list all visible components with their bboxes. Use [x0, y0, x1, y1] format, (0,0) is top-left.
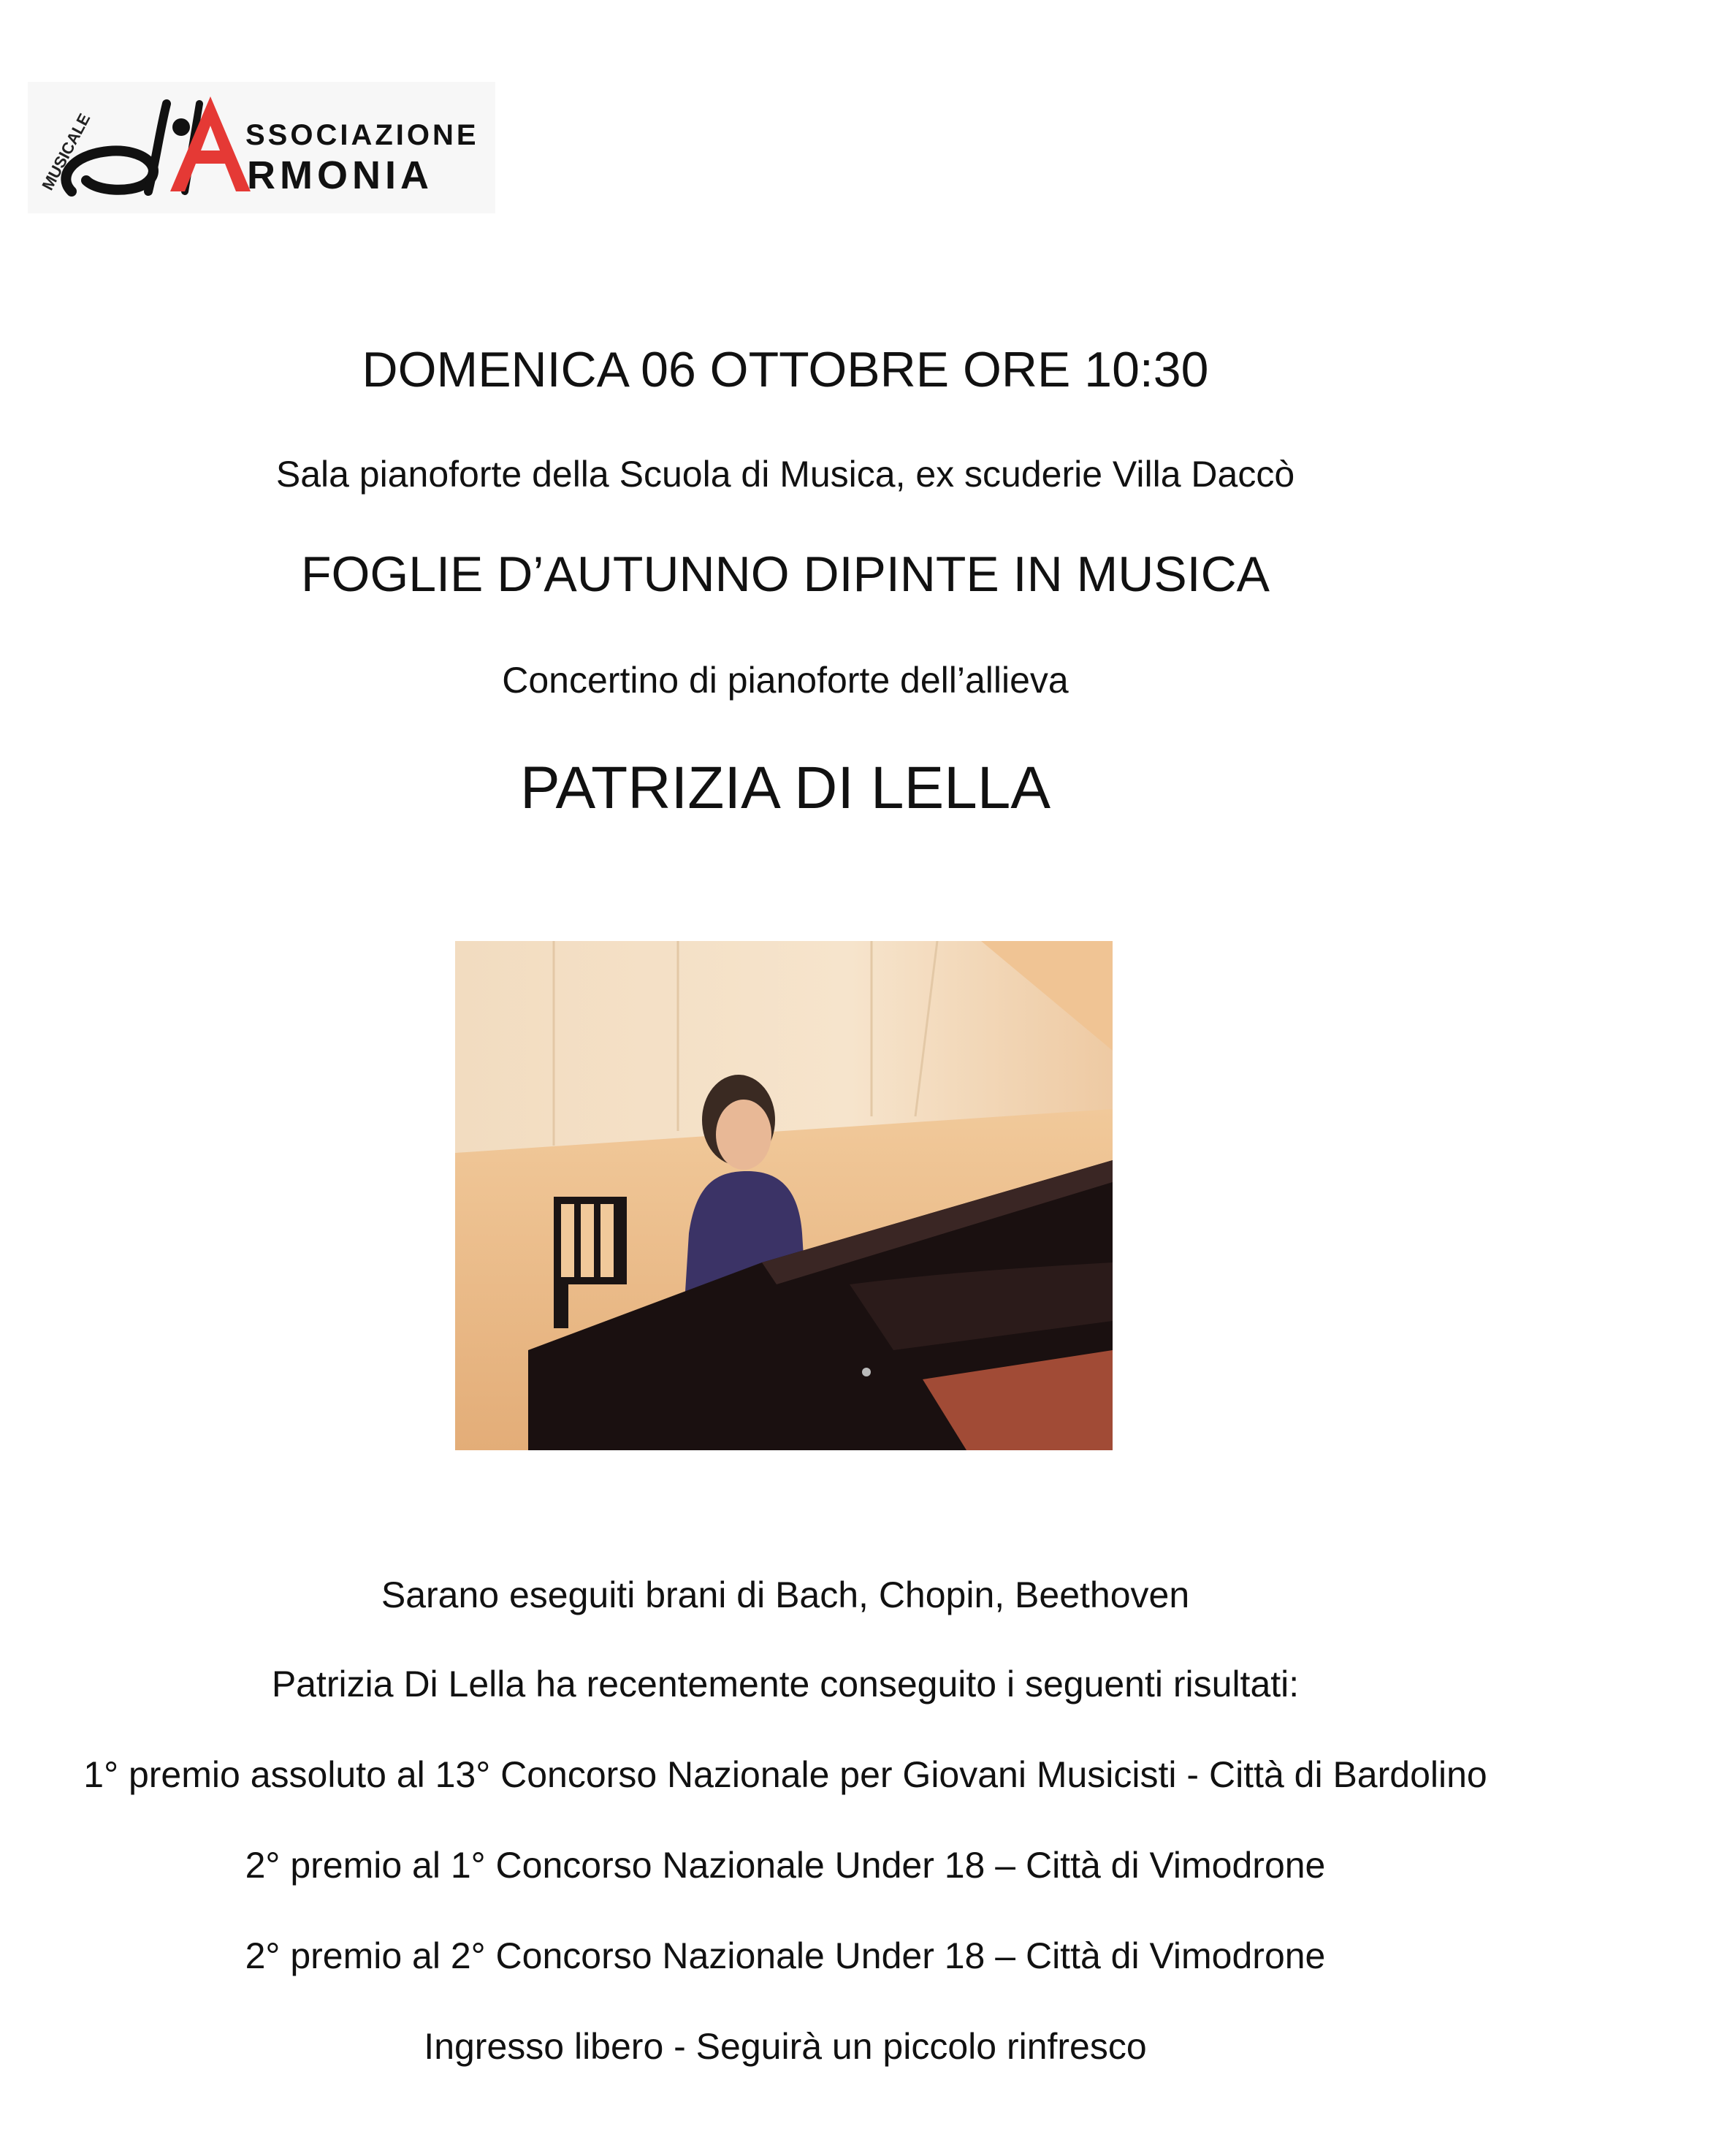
logo-small-word: MUSICALE: [38, 110, 94, 194]
footer-note: Ingresso libero - Seguirà un piccolo rinfresco: [424, 2026, 1147, 2067]
award-item-1: 1° premio assoluto al 13° Concorso Nazionale per Giovani Musicisti - Città di Bardolino: [83, 1754, 1487, 1795]
association-logo: [28, 82, 495, 213]
event-subtitle: Concertino di pianoforte dell’allieva: [502, 660, 1069, 701]
award-item-3: 2° premio al 2° Concorso Nazionale Under 18 – Città di Vimodrone: [245, 1935, 1326, 1976]
performer-photo: [455, 941, 1113, 1450]
logo-graphic: [28, 82, 495, 213]
logo-line1: SSOCIAZIONE: [245, 119, 479, 151]
program-line: Sarano eseguiti brani di Bach, Chopin, Beethoven: [381, 1574, 1190, 1615]
performer-name: PATRIZIA DI LELLA: [519, 755, 1051, 821]
event-datetime: DOMENICA 06 OTTOBRE ORE 10:30: [362, 342, 1209, 397]
event-venue: Sala pianoforte della Scuola di Musica, ex scuderie Villa Daccò: [275, 454, 1295, 495]
event-title: FOGLIE D’AUTUNNO DIPINTE IN MUSICA: [300, 546, 1270, 602]
logo-line2: RMONIA: [247, 153, 433, 197]
results-intro: Patrizia Di Lella ha recentemente conseguito i seguenti risultati:: [271, 1664, 1300, 1704]
award-item-2: 2° premio al 1° Concorso Nazionale Under 18 – Città di Vimodrone: [245, 1845, 1326, 1886]
